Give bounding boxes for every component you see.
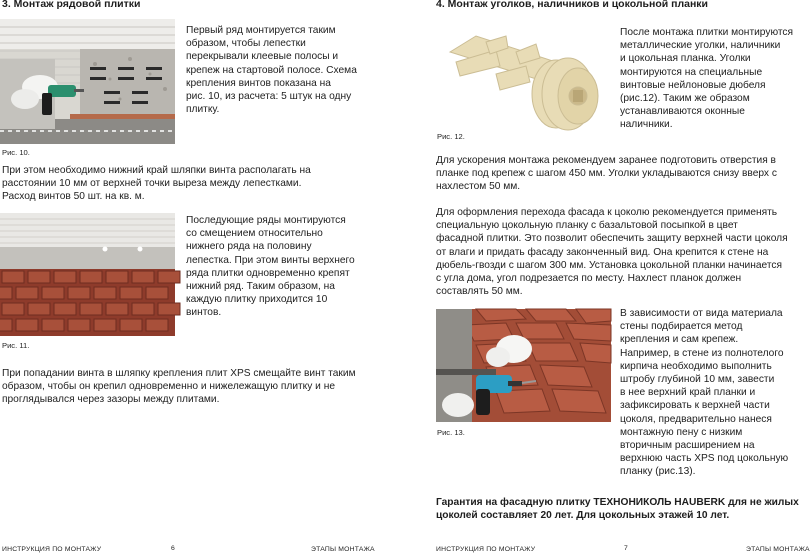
text-line: фасадной плитки. Это позволит обеспечить защиту верхней части цоколя xyxy=(436,233,788,245)
figure-11-caption: Рис. 11. xyxy=(2,341,30,350)
text-line: планке под крепеж с шагом 450 мм. Уголки укладываются снизу вверх с xyxy=(436,168,777,180)
left-paragraph-2 xyxy=(2,164,311,204)
guarantee-note xyxy=(436,496,799,522)
text-line: плитку. xyxy=(186,104,220,116)
text-line: винтов. xyxy=(186,307,222,319)
text-line: Расход винтов 50 шт. на кв. м. xyxy=(2,191,145,203)
text-line: с угла дома, угол подрезается по месту. Нахлест планок должен xyxy=(436,273,742,285)
figure-13-caption: Рис. 13. xyxy=(437,428,465,437)
text-line: от влаги и придать фасаду законченный вид. Она крепится к стене на xyxy=(436,246,769,258)
text-line: Последующие ряды монтируются xyxy=(186,215,346,226)
text-line: специальную цокольную планку с базальтовой посыпкой в цвет xyxy=(436,220,738,232)
text-line: в нее верхний край планки и xyxy=(620,387,756,399)
text-line: дюбель-гвозди с шагом 300 мм. Установка цокольной планки начинается xyxy=(436,259,783,271)
text-line: кирпича необходимо выполнить xyxy=(620,360,772,372)
text-line: крепления винтов показана на xyxy=(186,77,331,89)
text-line: Для оформления перехода фасада к цоколю рекомендуется применять xyxy=(436,207,778,218)
text-line: рис. 10, из расчета: 5 штук на одну xyxy=(186,91,352,103)
left-footer-section: ЭТАПЫ МОНТАЖА xyxy=(311,546,375,553)
left-paragraph-1 xyxy=(186,24,357,116)
text-line: При попадании винта в шляпку крепления плит XPS смещайте винт таким xyxy=(2,368,356,379)
right-section-title: 4. Монтаж уголков, наличников и цокольной планки xyxy=(436,0,709,10)
text-line: стены подбирается метод xyxy=(620,321,743,333)
left-page-number: 6 xyxy=(171,545,175,552)
text-line: планку (рис.13). xyxy=(620,466,696,478)
text-line: металлические уголки, наличники xyxy=(620,40,781,52)
figure-11-photo xyxy=(0,213,175,336)
figure-12-caption: Рис. 12. xyxy=(437,132,465,141)
right-footer-section: ЭТАПЫ МОНТАЖА xyxy=(746,546,810,553)
text-line: составлять 50 мм. xyxy=(436,286,523,298)
text-line: Для ускорения монтажа рекомендуем заранее подготовить отверстия в xyxy=(436,155,776,166)
left-section-title: 3. Монтаж рядовой плитки xyxy=(2,0,141,10)
text-line: винтовые нейлоновые дюбеля xyxy=(620,79,766,91)
figure-12-photo xyxy=(436,22,611,132)
text-line: перекрывали клеевые полосы и xyxy=(186,51,339,63)
right-page-number: 7 xyxy=(624,545,628,552)
text-line: (рис.12). Таким же образом xyxy=(620,93,750,105)
right-paragraph-1 xyxy=(620,26,793,132)
text-line: образом, чтобы лепестки xyxy=(186,38,306,50)
left-paragraph-4 xyxy=(2,367,356,407)
text-line: вторичным расширением на xyxy=(620,440,755,452)
right-paragraph-4 xyxy=(620,307,788,479)
text-line: монтажную пену с низким xyxy=(620,426,743,438)
text-line: Например, в стене из полнотелого xyxy=(620,347,784,359)
text-line: лепестка. При этом винты верхнего xyxy=(186,254,355,266)
text-line: нижний ряд. Таким образом, на xyxy=(186,281,335,293)
text-line: В зависимости от вида материала xyxy=(620,308,783,319)
text-line: нижнего ряда на половину xyxy=(186,241,312,253)
text-line: крепления и сам крепеж. xyxy=(620,334,739,346)
text-line: проглядывался через зазоры между плитами. xyxy=(2,394,220,406)
text-line: и цокольная планка. Уголки xyxy=(620,53,751,65)
text-line: каждую плитку приходится 10 xyxy=(186,294,328,306)
text-line: ряда плитки одновременно крепят xyxy=(186,267,350,279)
text-line: цоколей составляет 20 лет. Для цокольных этажей 10 лет. xyxy=(436,510,730,522)
text-line: нахлестом 50 мм. xyxy=(436,181,521,193)
text-line: зафиксировать к верхней части xyxy=(620,400,770,412)
right-footer-label: ИНСТРУКЦИЯ ПО МОНТАЖУ xyxy=(436,546,536,553)
text-line: После монтажа плитки монтируются xyxy=(620,27,794,38)
text-line: цоколя, предварительно нанеся xyxy=(620,413,772,425)
text-line: штробу глубиной 10 мм, завести xyxy=(620,374,775,386)
text-line: Гарантия на фасадную плитку ТЕХНОНИКОЛЬ HAUBERK для не жилых xyxy=(436,497,799,508)
right-paragraph-3 xyxy=(436,206,788,298)
text-line: расстоянии 10 мм от верхней точки выреза между лепестками. xyxy=(2,178,302,190)
left-paragraph-3 xyxy=(186,214,355,320)
figure-10-caption: Рис. 10. xyxy=(2,148,30,157)
text-line: Первый ряд монтируется таким xyxy=(186,25,336,36)
text-line: образом, чтобы он крепил одновременно и нижележащую плитку и не xyxy=(2,381,335,393)
text-line: наличники. xyxy=(620,119,673,131)
text-line: со смещением относительно xyxy=(186,228,323,240)
text-line: крепеж на стартовой полосе. Схема xyxy=(186,64,357,76)
text-line: устанавливаются оконные xyxy=(620,106,745,118)
text-line: монтируются на специальные xyxy=(620,66,763,78)
text-line: верхнюю часть XPS под цокольную xyxy=(620,453,789,465)
right-paragraph-2 xyxy=(436,154,777,194)
figure-13-photo xyxy=(436,309,611,422)
text-line: При этом необходимо нижний край шляпки винта располагать на xyxy=(2,165,311,176)
figure-10-photo xyxy=(0,19,175,144)
left-footer-label: ИНСТРУКЦИЯ ПО МОНТАЖУ xyxy=(2,546,102,553)
